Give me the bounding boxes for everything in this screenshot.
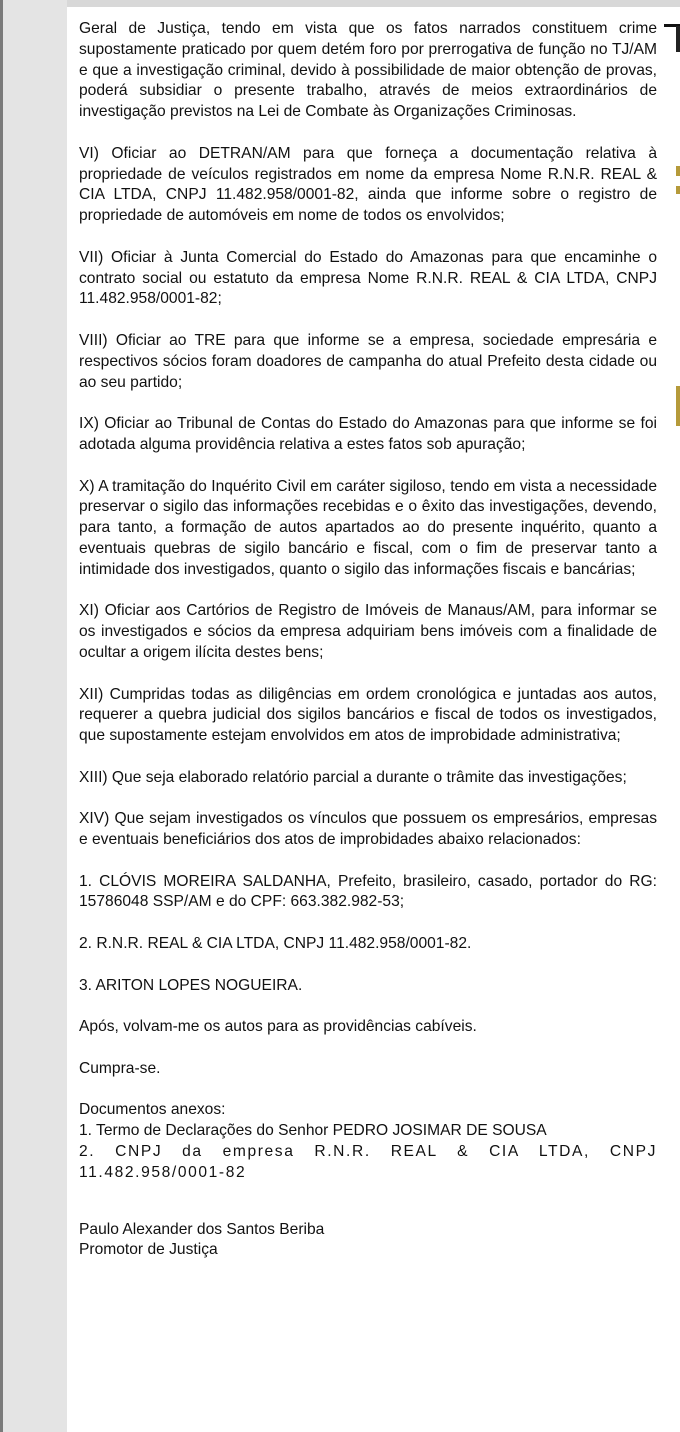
- paragraph-item-xiii: XIII) Que seja elaborado relatório parcial a durante o trâmite das investigações;: [79, 768, 627, 786]
- investigated-2: 2. R.N.R. REAL & CIA LTDA, CNPJ 11.482.958/0001-82.: [79, 935, 472, 953]
- closing-cumpra-se: Cumpra-se.: [79, 1059, 161, 1077]
- paragraph-item-xiv: XIV) Que sejam investigados os vínculos que possuem os empresários, empresas e eventuais beneficiários dos atos de improbidades abaixo relacionados:: [79, 810, 657, 849]
- paragraph-item-ix: IX) Oficiar ao Tribunal de Contas do Estado do Amazonas para que informe se foi adotada alguma providência relativa a estes fatos sob apuração;: [79, 415, 657, 453]
- paragraph-item-viii: VIII) Oficiar ao TRE para que informe se a empresa, sociedade empresária e respectivos sócios foram doadores de campanha do atual Prefeito desta cidade ou ao seu partido;: [79, 331, 657, 391]
- signature-name: Paulo Alexander dos Santos Beriba: [79, 1220, 325, 1238]
- attachments-block: [79, 1100, 657, 1183]
- attachments-heading: Documentos anexos:: [79, 1101, 226, 1119]
- paragraph-item-xi: XI) Oficiar aos Cartórios de Registro de Imóveis de Manaus/AM, para informar se os investigados e sócios da empresa adquiriam bens imóveis com a finalidade de ocultar a origem ilícita destes bens;: [79, 602, 657, 661]
- signature-block: [79, 1220, 657, 1262]
- paragraph-item-vi: VI) Oficiar ao DETRAN/AM para que forneça a documentação relativa à propriedade de veículos registrados em nome da empresa Nome R.N.R. REAL & CIA LTDA, CNPJ 11.482.958/0001-82, ainda que informe sobre o registro de propriedade de automóveis em nome de todos os envolvidos;: [79, 144, 657, 225]
- paragraph-intro: Geral de Justiça, tendo em vista que os fatos narrados constituem crime supostamente praticado por quem detém foro por prerrogativa de função no TJ/AM e que a investigação criminal, devido à possibilidade de maior obtenção de provas, poderá subsidiar o presente trabalho, através de meios extraordinários de investigação previstos na Lei de Combate às Organizações Criminosas.: [79, 20, 657, 121]
- attachment-item-1: 1. Termo de Declarações do Senhor PEDRO JOSIMAR DE SOUSA: [79, 1122, 547, 1140]
- investigated-3: 3. ARITON LOPES NOGUEIRA.: [79, 976, 303, 994]
- investigated-1: 1. CLÓVIS MOREIRA SALDANHA, Prefeito, brasileiro, casado, portador do RG: 15786048 SSP/AM e do CPF: 663.382.982-53;: [79, 872, 657, 911]
- paragraph-item-vii: VII) Oficiar à Junta Comercial do Estado do Amazonas para que encaminhe o contrato social ou estatuto da empresa Nome R.N.R. REAL & CIA LTDA, CNPJ 11.482.958/0001-82;: [79, 248, 657, 308]
- paragraph-item-xii: XII) Cumpridas todas as diligências em ordem cronológica e juntadas aos autos, requerer a quebra judicial dos sigilos bancários e fiscal de todos os investigados, que supostamente estejam envolvidos em atos de improbidade administrativa;: [79, 685, 657, 745]
- page-top-edge: [67, 0, 680, 7]
- closing-instruction: Após, volvam-me os autos para as providências cabíveis.: [79, 1018, 477, 1036]
- document-body: [79, 19, 657, 1261]
- viewer-gutter: [3, 0, 67, 1432]
- paragraph-item-x: X) A tramitação do Inquérito Civil em caráter sigiloso, tendo em vista a necessidade preservar o sigilo das informações recebidas e o êxito das investigações, devendo, para tanto, a formação de autos apartados ao do presente inquérito, quanto a eventuais quebras de sigilo bancário e fiscal, com o fim de preservar tanto a intimidade dos investigados, quanto o sigilo das informações fiscais e bancárias;: [79, 477, 657, 578]
- page-right-edge-marks: [676, 26, 680, 1406]
- attachment-item-2: 2. CNPJ da empresa R.N.R. REAL & CIA LTDA, CNPJ 11.482.958/0001-82: [79, 1143, 657, 1181]
- signature-title: Promotor de Justiça: [79, 1241, 218, 1259]
